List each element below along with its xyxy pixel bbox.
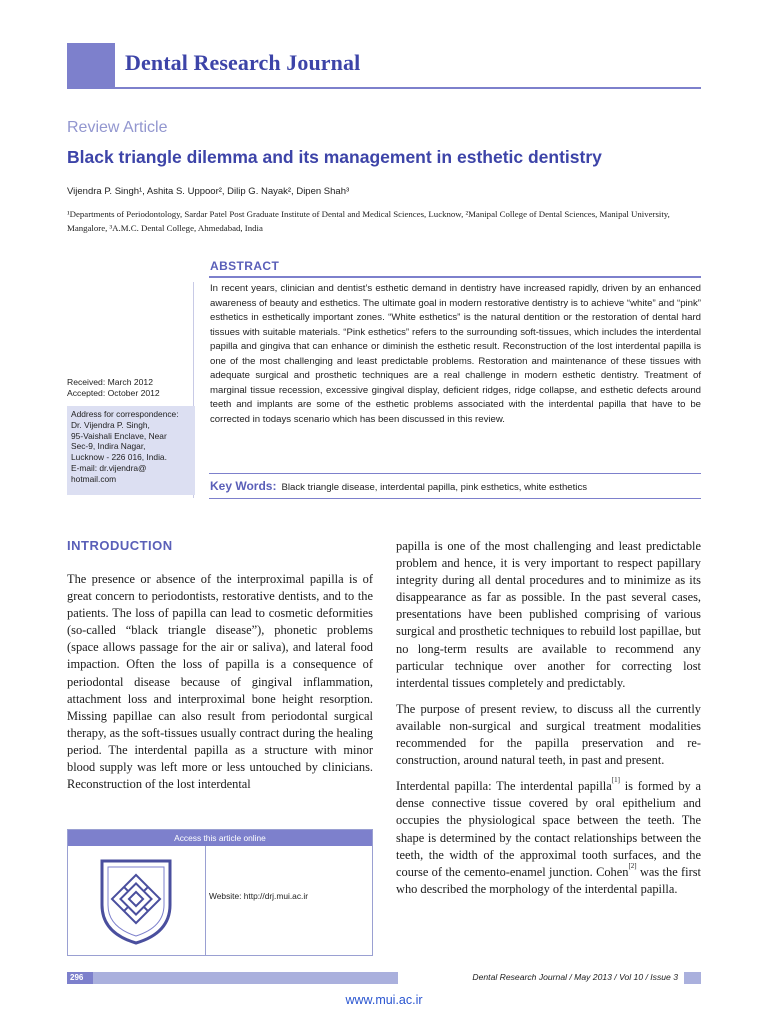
body-paragraph: papilla is one of the most challenging and least predictable problem and hence, it is very important to respect papillary integrity during all dental procedures and to minimize as its disappearance as far as possible. In the past several cases, presentations have been published comprising of various surgical and prosthetic techniques to rebuild lost papillae, but no long-term results are available to recommend any particular technique over another for correcting lost interdental tissues completely and predictably. xyxy=(396,539,701,690)
reference-link[interactable]: [1] xyxy=(611,776,620,785)
access-online-heading: Access this article online xyxy=(68,830,372,846)
body-paragraph: The presence or absence of the interproximal papilla is of great concern to periodontists, restorative dentists, and to the patients. The loss of papilla can lead to cosmetic deformities (so-called “black triangle disease”), phonetic problems (space allows passage for the air or saliva), and lateral food impaction. Often the loss of papilla is a consequence of periodontal disease because of gingival inflammation, attachment loss and interproximal bone height resorption. Missing papillae can also result from periodontal surgical therapy, as the soft-tissues usually contract during the healing period. The interdental papilla as a structure with minor blood supply was left more or less untouched by clinicians. Reconstruction of the lost interdental xyxy=(67,572,373,792)
reference-link[interactable]: [2] xyxy=(628,861,637,870)
correspondence-heading: Address for correspondence: xyxy=(71,409,179,419)
article-title: Black triangle dilemma and its management in esthetic dentistry xyxy=(67,147,602,167)
body-paragraph: The purpose of present review, to discuss all the currently available non-surgical and surgical treatment modalities recommended for the papilla preservation and re-construction, around natural teeth, in past and present. xyxy=(396,701,701,768)
keywords xyxy=(210,479,587,493)
access-online-box xyxy=(67,829,373,956)
paragraph-text: Interdental papilla: The interdental papilla xyxy=(396,779,612,794)
header-color-block xyxy=(67,43,115,89)
journal-citation: Dental Research Journal / May 2013 / Vol 10 / Issue 3 xyxy=(398,970,684,985)
keywords-rule-top xyxy=(209,473,701,474)
abstract-heading: ABSTRACT xyxy=(210,259,280,273)
correspondence-line: Lucknow - 226 016, India. xyxy=(71,452,167,463)
keywords-text: Black triangle disease, interdental papilla, pink esthetics, white esthetics xyxy=(281,482,588,493)
paragraph-text: is formed by a dense connective tissue covered by oral epithelium and occupies the physiological space between the teeth. The shape is determined by the contact relationships between the teeth, the width of the approximal tooth surfaces, and the course of the cemento-enamel junction. Cohen xyxy=(396,779,702,879)
keywords-label: Key Words: xyxy=(210,479,277,493)
footer-url-link[interactable]: www.mui.ac.ir xyxy=(345,993,423,1007)
accepted-date: Accepted: October 2012 xyxy=(67,388,160,398)
body-paragraph xyxy=(396,778,701,898)
correspondence-box xyxy=(67,406,195,495)
correspondence-email-domain[interactable]: hotmail.com xyxy=(71,473,117,484)
abstract-rule-top xyxy=(209,276,701,278)
received-date: Received: March 2012 xyxy=(67,377,153,387)
access-box-divider xyxy=(205,846,206,955)
correspondence-email[interactable]: E-mail: dr.vijendra@ xyxy=(71,462,147,473)
body-column-right xyxy=(396,538,701,907)
author-list: Vijendra P. Singh¹, Ashita S. Uppoor², Dilip G. Nayak², Dipen Shah³ xyxy=(67,186,350,197)
header-rule xyxy=(115,87,701,89)
correspondence-line: 95-Vaishali Enclave, Near xyxy=(71,430,167,441)
journal-title: Dental Research Journal xyxy=(125,50,361,75)
introduction-heading: INTRODUCTION xyxy=(67,538,173,553)
affiliations: ¹Departments of Periodontology, Sardar Patel Post Graduate Institute of Dental and Medical Sciences, Lucknow, ²Manipal College of Dental Sciences, Manipal University, Mangalore, ³A.M.C. Dental College, Ahmedabad, India xyxy=(67,209,670,233)
page-number: 296 xyxy=(67,972,93,984)
paragraph-text: was the first who described the morphology of the interdental papilla. xyxy=(396,864,701,896)
website-link[interactable]: Website: http://drj.mui.ac.ir xyxy=(209,891,308,901)
body-column-left xyxy=(67,571,373,802)
correspondence-line: Sec-9, Indira Nagar, xyxy=(71,441,146,452)
correspondence-line: Dr. Vijendra P. Singh, xyxy=(71,419,150,430)
university-logo-icon xyxy=(96,855,176,947)
article-type: Review Article xyxy=(67,119,168,136)
abstract-text: In recent years, clinician and dentist’s esthetic demand in dentistry have increased rapidly, driven by an enhanced awareness of beauty and esthetics. The ultimate goal in modern restorative dentistry is to achieve “white” and “pink” esthetics in esthetically important zones. “White esthetics” is the natural dentition or the restoration of dental hard tissues with suitable materials. “Pink esthetics” refers to the surrounding soft-tissues, which includes the interdental papilla and gingiva that can enhance or diminish the esthetic result. Reconstruction of the lost interdental papilla is one of the most challenging and least predictable problems. Restoration and maintenance of these tissues with adequate surgical and prosthetic techniques are a real challenge in modern esthetic dentistry. Treatment of marginal tissue recession, excessive gingival display, deficient ridges, ridge collapse, and esthetic defects around teeth and implants are some of the esthetic problems associated with the interdental papilla that have to be corrected in todays scenario which has been discussed in this review. xyxy=(210,283,701,425)
keywords-rule-bottom xyxy=(209,498,701,499)
article-dates xyxy=(67,377,160,399)
